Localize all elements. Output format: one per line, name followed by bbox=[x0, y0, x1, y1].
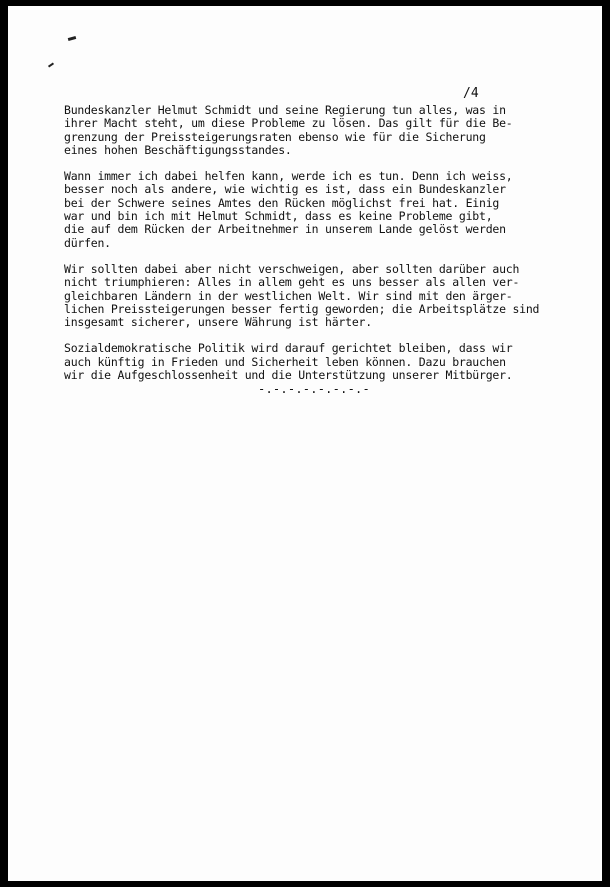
text-line: Wann immer ich dabei helfen kann, werde ich es tun. Denn ich weiss, bbox=[64, 169, 513, 184]
text-line: eines hohen Beschäftigungsstandes. bbox=[64, 142, 292, 157]
paragraph-3 bbox=[64, 263, 584, 329]
text-line: die auf dem Rücken der Arbeitnehmer in unserem Lande gelöst werden bbox=[64, 222, 506, 237]
text-line: war und bin ich mit Helmut Schmidt, dass es keine Probleme gibt, bbox=[64, 209, 493, 224]
text-line: ihrer Macht steht, um diese Probleme zu lösen. Das gilt für die Be- bbox=[64, 116, 513, 131]
text-line: Bundeskanzler Helmut Schmidt und seine Regierung tun alles, was in bbox=[64, 103, 506, 117]
text-line: auch künftig in Frieden und Sicherheit leben können. Dazu brauchen bbox=[64, 354, 506, 369]
text-line: gleichbaren Ländern in der westlichen Welt. Wir sind mit den ärger- bbox=[64, 288, 513, 303]
text-line: dürfen. bbox=[64, 235, 111, 250]
text-line: nicht triumphieren: Alles in allem geht es uns besser als allen ver- bbox=[64, 275, 520, 290]
page-number: /4 bbox=[463, 86, 479, 101]
text-line: Sozialdemokratische Politik wird darauf gerichtet bleiben, dass wir bbox=[64, 341, 513, 356]
section-divider: -.-.-.-.-.-.-.- bbox=[258, 382, 370, 396]
text-line: insgesamt sicherer, unsere Währung ist härter. bbox=[64, 315, 372, 330]
scan-mark bbox=[68, 36, 77, 41]
text-line: bei der Schwere seines Amtes den Rücken möglichst frei hat. Einig bbox=[64, 195, 500, 210]
text-line: lichen Preissteigerungen besser fertig geworden; die Arbeitsplätze sind bbox=[64, 301, 540, 316]
text-line: grenzung der Preissteigerungsraten ebenso wie für die Sicherung bbox=[64, 129, 486, 144]
text-line: wir die Aufgeschlossenheit und die Unterstützung unserer Mitbürger. bbox=[64, 368, 513, 383]
text-line: Wir sollten dabei aber nicht verschweigen, aber sollten darüber auch bbox=[64, 261, 520, 276]
scan-mark bbox=[48, 62, 54, 67]
body-text bbox=[64, 104, 584, 395]
document-page bbox=[8, 6, 602, 881]
paragraph-4 bbox=[64, 342, 584, 382]
text-line: besser noch als andere, wie wichtig es ist, dass ein Bundeskanzler bbox=[64, 182, 506, 197]
paragraph-1 bbox=[64, 104, 584, 157]
paragraph-2 bbox=[64, 170, 584, 250]
